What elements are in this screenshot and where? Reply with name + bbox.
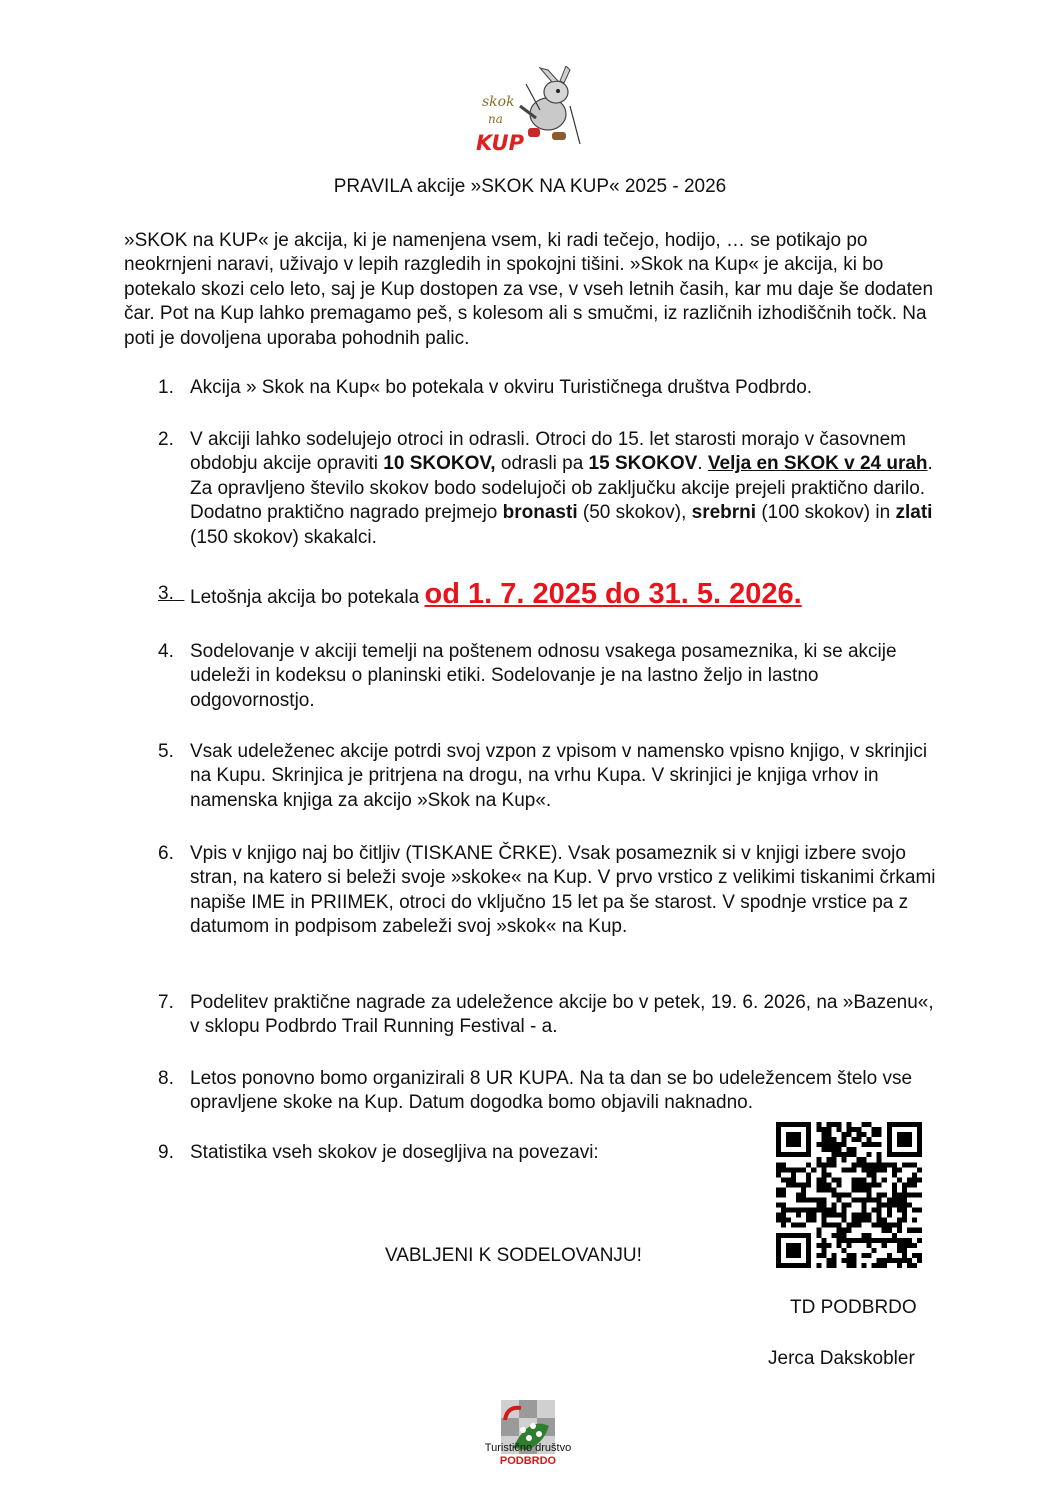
rule-number: 1. bbox=[158, 377, 174, 398]
rule-number: 2. bbox=[158, 429, 174, 450]
page-title: PRAVILA akcije »SKOK NA KUP« 2025 - 2026 bbox=[333, 176, 727, 197]
rule-item-5 bbox=[158, 740, 938, 813]
rule-item-7 bbox=[158, 991, 938, 1040]
rule-text: Letošnja akcija bo potekala od 1. 7. 2025 do 31. 5. 2026. bbox=[190, 578, 802, 610]
rule-text: Akcija » Skok na Kup« bo potekala v okviru Turističnega društva Podbrdo. bbox=[190, 377, 813, 398]
rule-text: Letos ponovno bomo organizirali 8 UR KUPA. Na ta dan se bo udeležencem štelo vse opravljene skoke na Kup. Datum dogodka bomo objavili naknadno. bbox=[190, 1068, 913, 1114]
rule-text: Podelitev praktične nagrade za udeležence akcije bo v petek, 19. 6. 2026, na »Bazenu«, v sklopu Podbrdo Trail Running Festival - a. bbox=[190, 992, 934, 1038]
rule-item-9 bbox=[158, 1141, 718, 1165]
footer-logo-line2: PODBRDO bbox=[499, 1455, 557, 1467]
logo-word-na: na bbox=[488, 112, 503, 126]
rule-item-6 bbox=[158, 842, 938, 940]
rule-item-8 bbox=[158, 1067, 938, 1116]
skok-na-kup-logo bbox=[470, 66, 590, 158]
rule-number: 6. bbox=[158, 843, 174, 864]
rule-item-1 bbox=[158, 376, 938, 400]
rule-text: Sodelovanje v akciji temelji na poštenem odnosu vsakega posameznika, ki se akcije udeleži in kodeksu o planinski etiki. Sodelovanje je na lastno željo in lastno odgovornostjo. bbox=[190, 641, 897, 711]
footer-logo-caption bbox=[463, 1442, 593, 1468]
logo-word-kup: KUP bbox=[476, 131, 524, 155]
signature-organization: TD PODBRDO bbox=[790, 1297, 917, 1318]
rule-item-4 bbox=[158, 640, 938, 713]
date-range: od 1. 7. 2025 do 31. 5. 2026 bbox=[424, 578, 794, 610]
rule-number: 3. bbox=[158, 583, 174, 604]
rule-text: Statistika vseh skokov je dosegljiva na povezavi: bbox=[190, 1142, 599, 1163]
signature-name: Jerca Dakskobler bbox=[768, 1348, 915, 1369]
rule-number: 8. bbox=[158, 1068, 174, 1089]
closing-invitation: VABLJENI K SODELOVANJU! bbox=[385, 1245, 642, 1266]
logo-word-skok: skok bbox=[482, 94, 515, 110]
rule-text: Vsak udeleženec akcije potrdi svoj vzpon z vpisom v namensko vpisno knjigo, v skrinjici na Kupu. Skrinjica je pritrjena na drogu, na vrhu Kupa. V skrinjici je knjiga vrhov in namenska knjiga za akcijo »Skok na Kup«. bbox=[190, 741, 928, 811]
rule-item-2 bbox=[158, 428, 938, 550]
intro-paragraph: »SKOK na KUP« je akcija, ki je namenjena vsem, ki radi tečejo, hodijo, … se potikajo po neokrnjeni naravi, uživajo v lepih razgledih in spokojni tišini. »Skok na Kup« je akcija, ki bo potekalo skozi celo leto, saj je Kup dostopen za vse, v vseh letnih časih, kar mu daje še dodaten čar. Pot na Kup lahko premagamo peš, s kolesom ali s smučmi, iz različnih izhodiščnih točk. Na poti je dovoljena uporaba pohodnih palic. bbox=[124, 230, 934, 349]
footer-logo-line1: Turistično društvo bbox=[484, 1442, 572, 1454]
rule-number: 9. bbox=[158, 1142, 174, 1163]
rule-number: 4. bbox=[158, 641, 174, 662]
rule-number: 7. bbox=[158, 992, 174, 1013]
rule-number: 5. bbox=[158, 741, 174, 762]
rule-text: V akciji lahko sodelujejo otroci in odrasli. Otroci do 15. let starosti morajo v časovnem obdobju akcije opraviti 10 SKOKOV, odrasli pa 15 SKOKOV. Velja en SKOK v 24 urah. Za opravljeno število skokov bodo sodelujoči ob zaključku akcije prejeli praktično darilo. Dodatno praktično nagrado prejmejo bronasti (50 skokov), srebrni (100 skokov) in zlati (150 skokov) skakalci. bbox=[190, 429, 933, 548]
rule-text: Vpis v knjigo naj bo čitljiv (TISKANE ČRKE). Vsak posameznik si v knjigi izbere svojo stran, na katero si beleži svoje »skoke« na Kup. V prvo vrstico z velikimi tiskanimi črkami napiše IME in PRIIMEK, otroci do vključno 15 let pa še starost. V spodnje vrstice pa z datumom in podpisom zabeleži svoj »skok« na Kup. bbox=[190, 843, 936, 938]
rule-item-3 bbox=[158, 578, 938, 610]
qr-code[interactable] bbox=[776, 1122, 922, 1268]
